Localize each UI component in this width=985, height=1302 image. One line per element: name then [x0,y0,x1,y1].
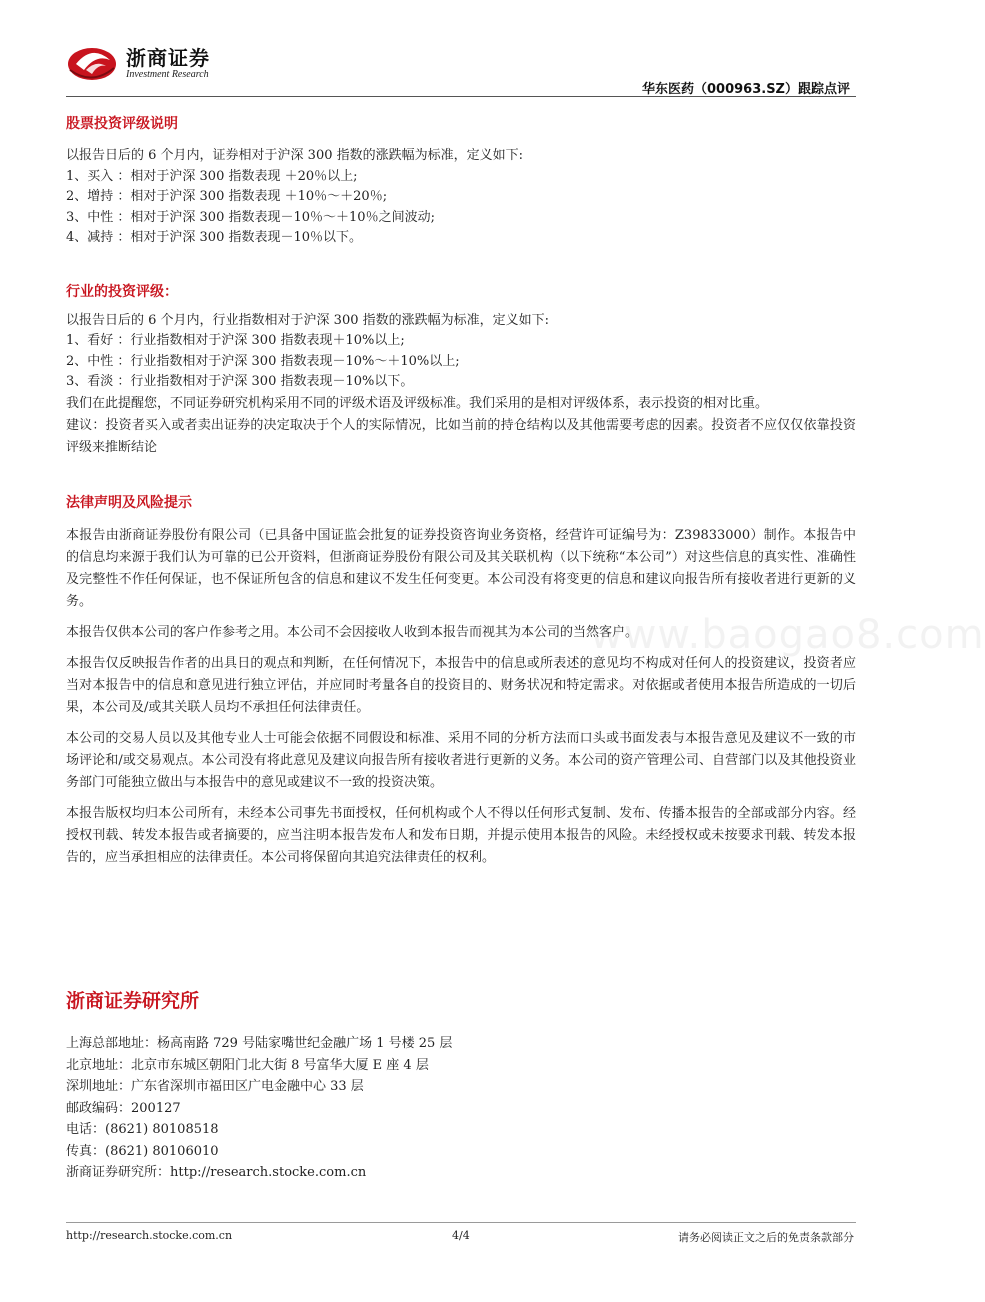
header-divider [66,96,856,97]
contact-line: 邮政编码：200127 [66,1100,181,1116]
company-logo [66,38,266,90]
footer-url-link[interactable]: http://research.stocke.com.cn [66,1229,233,1242]
stock-rating-item: 1、买入 ：相对于沪深 300 指数表现 ＋20％以上; [66,168,358,184]
industry-rating-advice: 建议：投资者买入或者卖出证券的决定取决于个人的实际情况，比如当前的持仓结构以及其他需要考虑的因素。投资者不应仅仅依靠投资评级来推断结论 [66,417,856,455]
contact-line: 北京地址：北京市东城区朝阳门北大街 8 号富华大厦 E 座 4 层 [66,1057,429,1073]
legal-paragraph: 本报告仅供本公司的客户作参考之用。本公司不会因接收人收到本报告而视其为本公司的当然客户。 [66,624,639,640]
industry-rating-item: 2、中性 ：行业指数相对于沪深 300 指数表现－10%～＋10%以上; [66,353,460,369]
report-content [66,114,856,869]
contact-line: 上海总部地址：杨高南路 729 号陆家嘴世纪金融广场 1 号楼 25 层 [66,1036,453,1051]
industry-rating-title: 行业的投资评级： [66,283,178,300]
institute-contact [66,1033,766,1184]
contact-line: 电话：(8621) 80108518 [66,1122,219,1137]
footer-divider [66,1222,856,1223]
legal-paragraph: 本报告版权均归本公司所有，未经本公司事先书面授权，任何机构或个人不得以任何形式复制、发布、传播本报告的全部或部分内容。经授权刊载、转发本报告或者摘要的，应当注明本报告发布人和发布日期，并提示使用本报告的风险。未经授权或未按要求刊载、转发本报告的，应当承担相应的法律责任。本公司将保留向其追究法律责任的权利。 [66,805,856,865]
contact-line: 传真：(8621) 80106010 [66,1143,219,1159]
stock-rating-intro: 以报告日后的 6 个月内，证券相对于沪深 300 指数的涨跌幅为标准，定义如下: [66,148,523,163]
industry-rating-note: 我们在此提醒您，不同证券研究机构采用不同的评级术语及评级标准。我们采用的是相对评级体系，表示投资的相对比重。 [66,395,769,411]
industry-rating-item: 1、看好 ：行业指数相对于沪深 300 指数表现＋10%以上; [66,333,405,348]
industry-rating-item: 3、看淡 ：行业指数相对于沪深 300 指数表现－10%以下。 [66,374,414,389]
logo-emblem-icon [66,40,118,84]
industry-rating-intro: 以报告日后的 6 个月内，行业指数相对于沪深 300 指数的涨跌幅为标准，定义如下: [66,312,549,328]
page-number: 4/4 [452,1229,470,1242]
watermark: www.baogao8.com [590,612,985,658]
logo-text-cn: 浙商证券 [126,46,210,70]
legal-title: 法律声明及风险提示 [66,494,192,511]
institute-title: 浙商证券研究所 [66,990,200,1012]
legal-paragraph: 本公司的交易人员以及其他专业人士可能会依据不同假设和标准、采用不同的分析方法而口头或书面发表与本报告意见及建议不一致的市场评论和/或交易观点。本公司没有将此意见及建议向报告所有接收者进行更新的义务。本公司的资产管理公司、自营部门以及其他投资业务部门可能独立做出与本报告中的意见或建议不一致的投资决策。 [66,730,856,790]
report-title: 华东医药（000963.SZ）跟踪点评 [641,82,850,97]
contact-line: 浙商证券研究所：http://research.stocke.com.cn [66,1165,367,1180]
page-header [66,38,856,98]
stock-rating-item: 3、中性 ：相对于沪深 300 指数表现－10％～＋10％之间波动; [66,209,435,225]
legal-paragraph: 本报告由浙商证券股份有限公司（已具备中国证监会批复的证券投资咨询业务资格，经营许可证编号为：Z39833000）制作。本报告中的信息均来源于我们认为可靠的已公开资料，但浙商证券股份有限公司及其关联机构（以下统称“本公司”）对这些信息的真实性、准确性及完整性不作任何保证，也不保证所包含的信息和建议不发生任何变更。本公司没有将变更的信息和建议向报告所有接收者进行更新的义务。 [66,527,856,609]
stock-rating-title: 股票投资评级说明 [66,116,178,132]
logo-text-en: Investment Research [126,69,209,80]
stock-rating-item: 2、增持 ：相对于沪深 300 指数表现 ＋10％～＋20％; [66,189,388,204]
footer-disclaimer: 请务必阅读正文之后的免责条款部分 [678,1231,854,1244]
legal-paragraph: 本报告仅反映报告作者的出具日的观点和判断，在任何情况下，本报告中的信息或所表述的意见均不构成对任何人的投资建议，投资者应当对本报告中的信息和意见进行独立评估，并应同时考量各自的投资目的、财务状况和特定需求。对依据或者使用本报告所造成的一切后果，本公司及/或其关联人员均不承担任何法律责任。 [66,655,856,715]
stock-rating-item: 4、减持 ：相对于沪深 300 指数表现－10％以下。 [66,230,363,245]
contact-line: 深圳地址：广东省深圳市福田区广电金融中心 33 层 [66,1079,364,1094]
